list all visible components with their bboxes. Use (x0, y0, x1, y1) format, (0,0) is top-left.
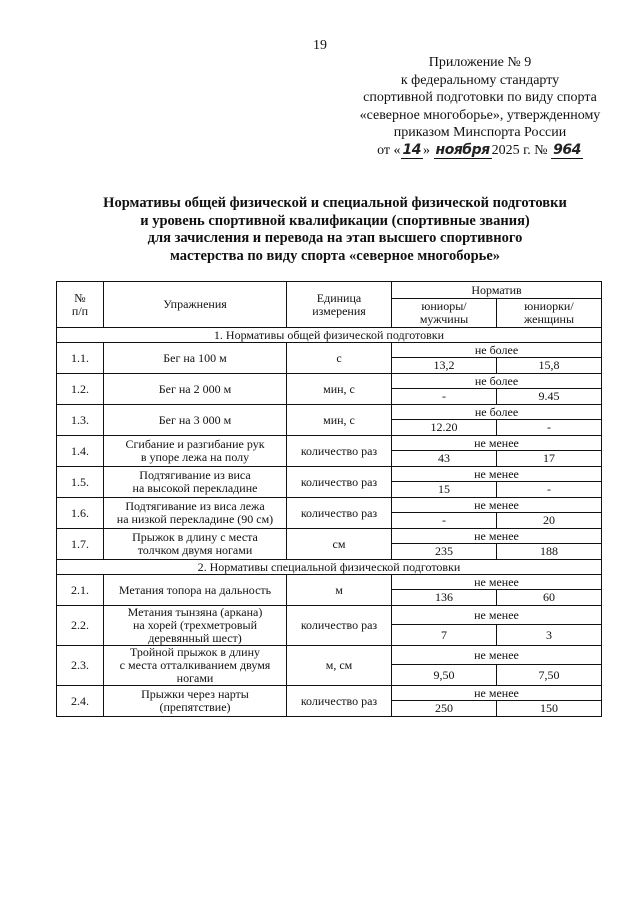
row-number: 1.2. (57, 374, 104, 405)
exercise-line: Сгибание и разгибание рук (125, 437, 265, 451)
table-row (57, 686, 602, 701)
appendix-block (330, 54, 630, 159)
value-female: 150 (497, 701, 602, 717)
value-female: 3 (497, 625, 602, 646)
norm-condition: не менее (392, 606, 602, 625)
exercise-line: с места отталкиванием двумя (119, 658, 271, 672)
table-row (57, 529, 602, 544)
value-male: 12.20 (392, 420, 497, 436)
exercise-line: Прыжки через нарты (141, 687, 249, 701)
table-header-row (57, 282, 602, 299)
exercise-name (104, 374, 287, 405)
order-number-handwritten: 964 (553, 141, 581, 158)
exercise-line: Метания тынзяна (аркана) (127, 605, 263, 619)
row-number: 2.2. (57, 606, 104, 646)
value-male: 43 (392, 451, 497, 467)
norm-condition: не менее (392, 498, 602, 513)
header-female: юниорки/ женщины (497, 299, 602, 328)
row-number: 1.1. (57, 343, 104, 374)
table-row (57, 646, 602, 665)
header-unit: Единица измерения (287, 282, 392, 328)
row-number: 1.3. (57, 405, 104, 436)
section-title: 1. Нормативы общей физической подготовки (57, 328, 602, 343)
exercise-line: на низкой перекладине (90 см) (116, 512, 274, 526)
value-female: 20 (497, 513, 602, 529)
exercise-line: Бег на 100 м (163, 350, 227, 365)
exercise-line: Подтягивание из виса лежа (125, 499, 265, 513)
value-male: 7 (392, 625, 497, 646)
exercise-line: Бег на 2 000 м (158, 381, 232, 396)
norm-condition: не менее (392, 646, 602, 665)
exercise-line: Бег на 3 000 м (158, 412, 232, 427)
title-line: для зачисления и перевода на этап высшего спортивного (147, 230, 523, 246)
appendix-line: к федеральному стандарту (400, 72, 560, 88)
table-row (57, 575, 602, 590)
value-female: 7,50 (497, 665, 602, 686)
exercise-name (104, 467, 287, 498)
section-row (57, 560, 602, 575)
exercise-line: (препятствие) (159, 700, 231, 714)
value-female: - (497, 420, 602, 436)
table-row (57, 436, 602, 451)
unit: количество раз (287, 436, 392, 467)
exercise-line: Прыжок в длину с места (132, 530, 258, 544)
exercise-line: на хорей (трехметровый (132, 618, 258, 632)
exercise-line: толчком двумя ногами (137, 543, 253, 557)
value-male: 136 (392, 590, 497, 606)
unit: м (287, 575, 392, 606)
unit: с (287, 343, 392, 374)
norm-condition: не более (392, 343, 602, 358)
row-number: 2.4. (57, 686, 104, 717)
exercise-line: Метания топора на дальность (118, 582, 272, 597)
header-num: № п/п (57, 282, 104, 328)
unit: количество раз (287, 606, 392, 646)
exercise-line: Тройной прыжок в длину (129, 645, 261, 659)
unit: м, см (287, 646, 392, 686)
norm-condition: не менее (392, 686, 602, 701)
table-row (57, 467, 602, 482)
table-row (57, 498, 602, 513)
exercise-name (104, 343, 287, 374)
value-female: 17 (497, 451, 602, 467)
norm-condition: не более (392, 374, 602, 389)
norm-condition: не более (392, 405, 602, 420)
unit: см (287, 529, 392, 560)
value-male: 9,50 (392, 665, 497, 686)
title-line: мастерства по виду спорта «северное многоборье» (169, 247, 501, 264)
header-male: юниоры/ мужчины (392, 299, 497, 328)
value-female: - (497, 482, 602, 498)
value-female: 60 (497, 590, 602, 606)
exercise-name (104, 575, 287, 606)
appendix-line: Приложение № 9 (428, 55, 532, 70)
order-prefix: от « (377, 142, 401, 158)
unit: количество раз (287, 498, 392, 529)
section-row (57, 328, 602, 343)
exercise-line: в упоре лежа на полу (140, 450, 250, 464)
norm-condition: не менее (392, 436, 602, 451)
order-year: 2025 г. № (491, 142, 548, 158)
section-title: 2. Нормативы специальной физической подготовки (57, 560, 602, 575)
exercise-name (104, 686, 287, 717)
order-mid: » (423, 142, 431, 158)
unit: количество раз (287, 467, 392, 498)
exercise-name (104, 529, 287, 560)
header-norm: Норматив (392, 282, 602, 299)
order-line (330, 142, 630, 160)
value-male: 235 (392, 544, 497, 560)
document-title (40, 195, 630, 265)
row-number: 2.1. (57, 575, 104, 606)
norm-condition: не менее (392, 575, 602, 590)
table-row (57, 405, 602, 420)
value-female: 9.45 (497, 389, 602, 405)
exercise-line: на высокой перекладине (132, 481, 258, 495)
value-male: 13,2 (392, 358, 497, 374)
order-month-handwritten: ноября (435, 141, 490, 158)
appendix-line: спортивной подготовки по виду спорта (363, 90, 597, 105)
value-male: 250 (392, 701, 497, 717)
appendix-line: «северное многоборье», утвержденному (359, 107, 601, 123)
table-row (57, 606, 602, 625)
row-number: 1.5. (57, 467, 104, 498)
exercise-line: Подтягивание из виса (139, 468, 251, 482)
value-male: 15 (392, 482, 497, 498)
exercise-name (104, 606, 287, 646)
value-male: - (392, 513, 497, 529)
table-row (57, 343, 602, 358)
value-male: - (392, 389, 497, 405)
table-body (57, 328, 602, 717)
norms-table (56, 281, 602, 717)
exercise-name (104, 436, 287, 467)
norm-condition: не менее (392, 467, 602, 482)
value-female: 188 (497, 544, 602, 560)
row-number: 2.3. (57, 646, 104, 686)
exercise-name (104, 646, 287, 686)
row-number: 1.6. (57, 498, 104, 529)
title-line: Нормативы общей физической и специальной физической подготовки (103, 195, 567, 211)
exercise-name (104, 405, 287, 436)
appendix-line: приказом Минспорта России (393, 125, 567, 140)
row-number: 1.7. (57, 529, 104, 560)
header-exercise: Упражнения (104, 282, 287, 328)
norm-condition: не менее (392, 529, 602, 544)
unit: мин, с (287, 405, 392, 436)
page-number: 19 (313, 38, 327, 53)
unit: количество раз (287, 686, 392, 717)
order-day-handwritten: 14 (402, 141, 422, 158)
exercise-line: деревянный шест) (148, 631, 242, 645)
row-number: 1.4. (57, 436, 104, 467)
value-female: 15,8 (497, 358, 602, 374)
unit: мин, с (287, 374, 392, 405)
title-line: и уровень спортивной квалификации (спортивные звания) (140, 212, 530, 229)
table-row (57, 374, 602, 389)
exercise-line: ногами (176, 671, 214, 685)
exercise-name (104, 498, 287, 529)
